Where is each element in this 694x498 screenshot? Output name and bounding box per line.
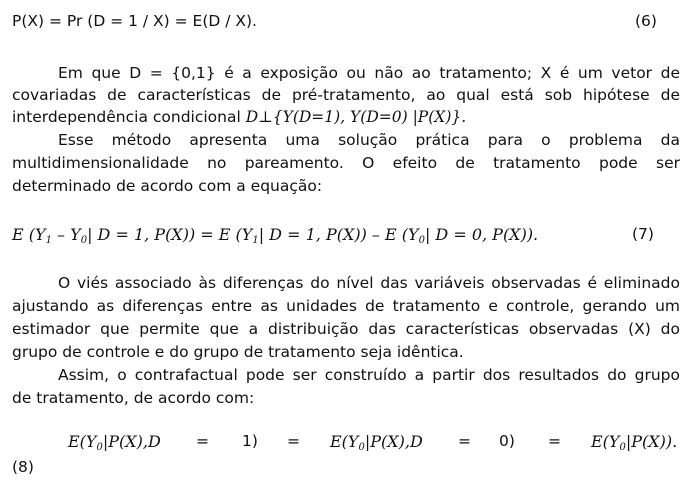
equation-7-number: (7) [632, 225, 654, 243]
equation-8-equals-1: = [196, 432, 209, 450]
equation-8-term-2-b: |P(X),D [364, 432, 423, 451]
equation-7-sub-3: 1 [252, 235, 259, 246]
equation-8-equals-3: = [458, 432, 471, 450]
equation-8-term-1-sub: 0 [96, 442, 103, 453]
equation-8-number: (8) [12, 458, 34, 476]
equation-7-sub-1: 1 [45, 235, 52, 246]
paragraph-4-line-1: Assim, o contrafactual pode ser construído a partir dos resultados do grupo [58, 366, 680, 384]
independence-condition: D⊥{Y(D=1), Y(D=0) |P(X)}. [245, 108, 467, 126]
equation-6 [12, 12, 680, 30]
equation-7-part-2: – Y [51, 225, 81, 244]
paragraph-3-line-3: estimador que permite que a distribuição das características observadas (X) do [12, 320, 680, 338]
equation-7-sub-2: 0 [80, 235, 88, 246]
equation-6-text: P(X) = Pr (D = 1 / X) = E(D / X). [12, 12, 257, 30]
paragraph-1-line-3-text: interdependência condicional [12, 108, 241, 126]
equation-8-equals-4: = [548, 432, 561, 450]
equation-8-term-1-b: |P(X),D [102, 432, 161, 451]
equation-8-term-3-b: |P(X)). [625, 432, 678, 451]
paragraph-2-line-2: multidimensionalidade no pareamento. O efeito de tratamento pode ser [12, 154, 680, 172]
equation-8-term-2-sub: 0 [358, 442, 365, 453]
equation-8-term-1-a: E(Y [68, 432, 97, 451]
paragraph-2-line-3: determinado de acordo com a equação: [12, 177, 323, 195]
equation-7 [12, 225, 680, 244]
paragraph-1-line-2: covariadas de características de pré-tratamento, ao qual está sob hipótese de [12, 86, 680, 104]
equation-7-part-5: | D = 0, P(X)). [424, 225, 539, 244]
equation-8-term-3-a: E(Y [591, 432, 620, 451]
equation-8-term-2 [330, 432, 423, 451]
equation-8-value-1: 1) [242, 432, 258, 450]
paragraph-2-line-1: Esse método apresenta uma solução prática para o problema da [58, 131, 680, 149]
equation-6-number: (6) [635, 12, 657, 30]
paragraph-1-line-3 [12, 108, 680, 126]
equation-7-part-1: E (Y [12, 225, 46, 244]
equation-7-sub-4: 0 [418, 235, 425, 246]
paragraph-1-line-1: Em que D = {0,1} é a exposição ou não ao tratamento; X é um vetor de [58, 64, 680, 82]
paragraph-3-line-4: grupo de controle e do grupo de tratamento seja idêntica. [12, 343, 464, 361]
equation-7-part-4: | D = 1, P(X)) – E (Y [258, 225, 419, 244]
equation-8-term-2-a: E(Y [330, 432, 359, 451]
equation-8-term-3-sub: 0 [619, 442, 626, 453]
equation-8-value-2: 0) [499, 432, 515, 450]
equation-7-part-3: | D = 1, P(X)) = E (Y [87, 225, 253, 244]
paragraph-4-line-2: de tratamento, de acordo com: [12, 389, 255, 407]
paragraph-3-line-1: O viés associado às diferenças do nível das variáveis observadas é eliminado [58, 274, 680, 292]
equation-8-equals-2: = [287, 432, 300, 450]
equation-8-term-1 [68, 432, 161, 451]
paragraph-3-line-2: ajustando as diferenças entre as unidades de tratamento e controle, gerando um [12, 297, 680, 315]
equation-8-term-3 [591, 432, 677, 451]
